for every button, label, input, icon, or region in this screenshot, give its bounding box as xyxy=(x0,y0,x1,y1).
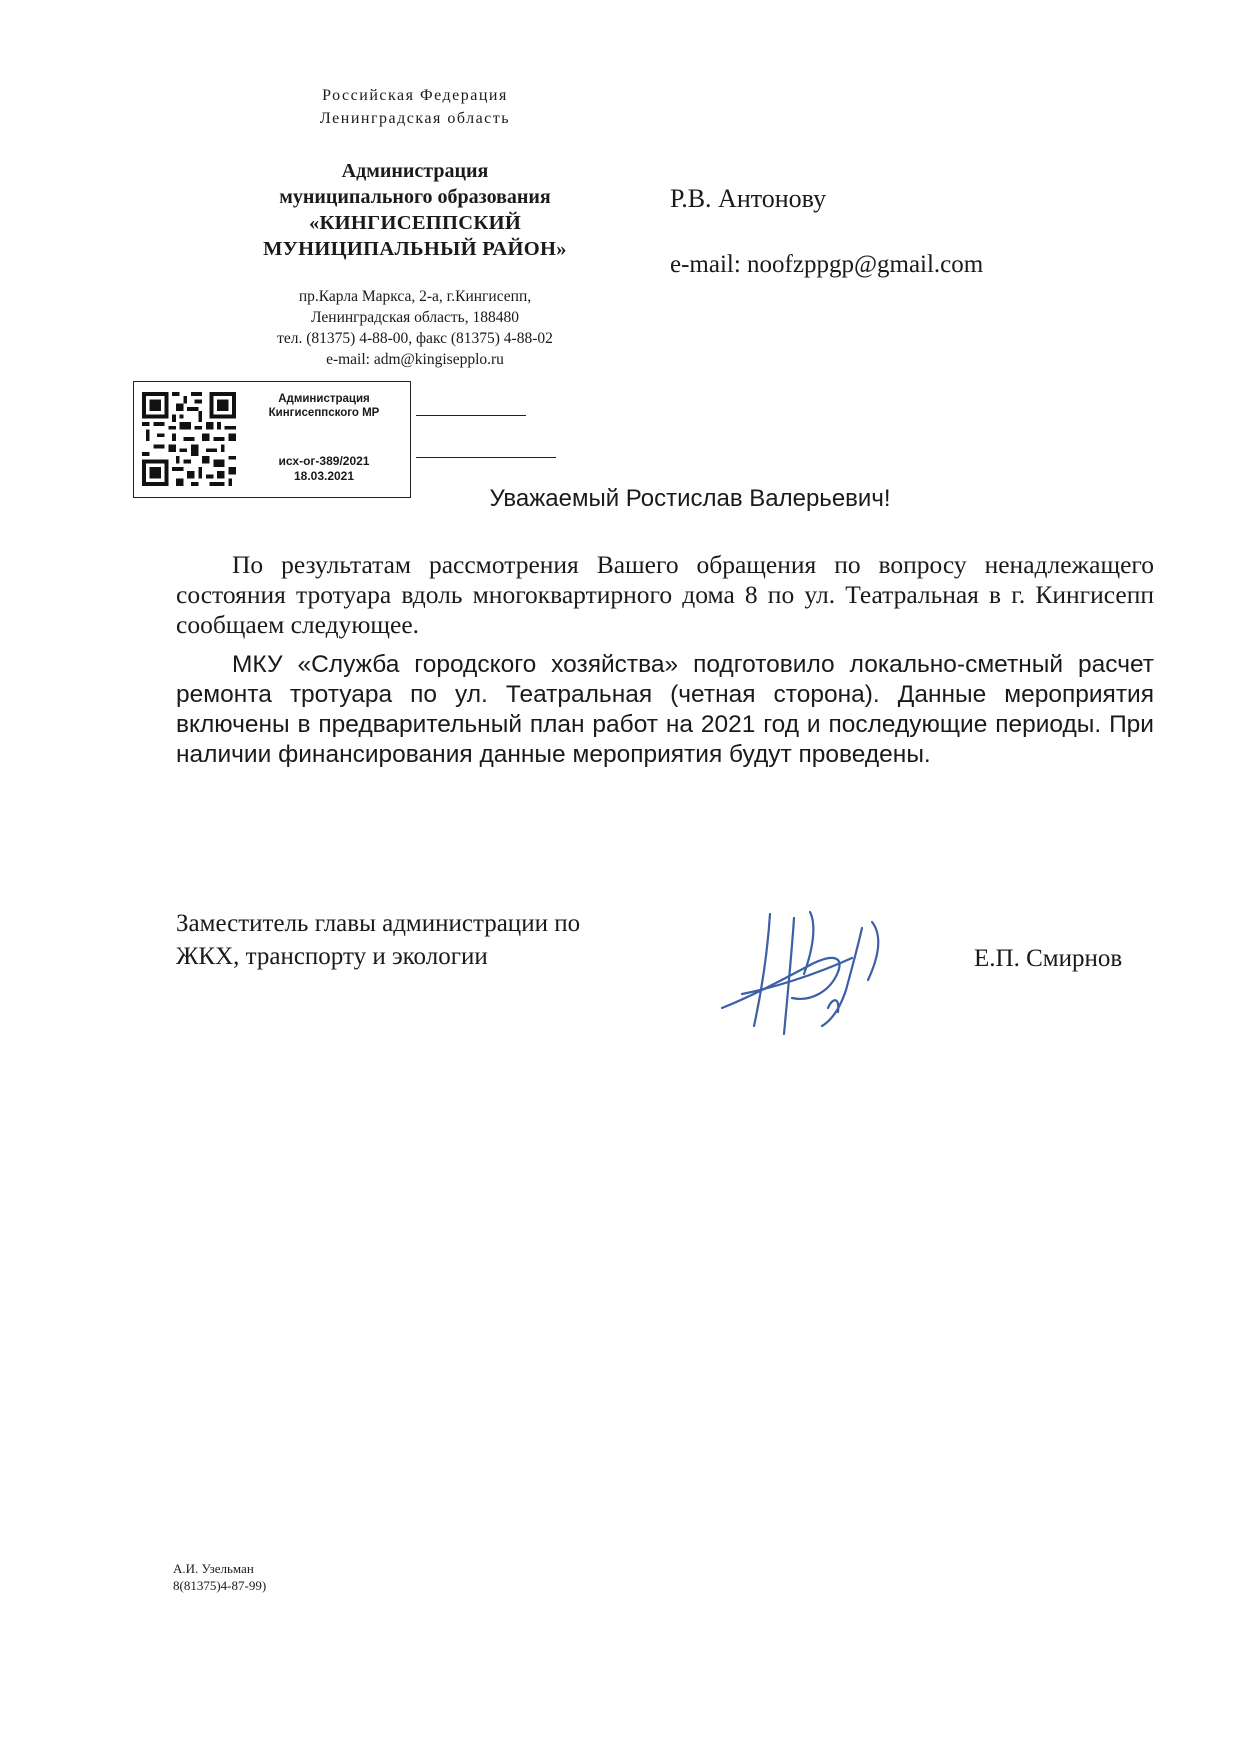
letterhead-organization xyxy=(200,158,630,262)
handwritten-signature xyxy=(712,898,912,1038)
phone-fax-line: тел. (81375) 4-88-00, факс (81375) 4-88-02 xyxy=(277,330,553,347)
signer-position xyxy=(176,907,696,973)
executor-info xyxy=(173,1560,266,1594)
registration-date: 18.03.2021 xyxy=(293,469,355,483)
qr-code-icon xyxy=(142,392,236,486)
org-name-line1: Администрация xyxy=(341,160,489,182)
stamp-org-line1: Администрация xyxy=(278,393,370,405)
salutation: Уважаемый Ростислав Валерьевич! xyxy=(489,485,891,512)
registration-number: исх-ог-389/2021 xyxy=(278,454,370,468)
letter-body xyxy=(176,550,1154,780)
registration-stamp xyxy=(133,381,411,498)
letterhead-contacts xyxy=(230,286,600,370)
org-name-line4: МУНИЦИПАЛЬНЫЙ РАЙОН» xyxy=(263,238,567,260)
body-paragraph-1: По результатам рассмотрения Вашего обращения по вопросу ненадлежащего состояния тротуара вдоль многоквартирного дома 8 по ул. Театральная в г. Кингисепп сообщаем следующее. xyxy=(176,550,1154,639)
stamp-organization xyxy=(246,392,402,420)
org-name-line3: «КИНГИСЕППСКИЙ xyxy=(308,212,522,234)
signer-position-line1: Заместитель главы администрации по xyxy=(176,910,581,937)
addressee-email: e-mail: noofzppgp@gmail.com xyxy=(670,251,984,278)
address-line1: пр.Карла Маркса, 2-а, г.Кингисепп, xyxy=(298,288,532,305)
region-label: Ленинградская область xyxy=(319,110,511,127)
address-line2: Ленинградская область, 188480 xyxy=(311,309,519,326)
org-email-line: e-mail: adm@kingisepplo.ru xyxy=(326,351,504,368)
signer-position-line2: ЖКХ, транспорту и экологии xyxy=(176,943,488,970)
body-paragraph-2: МКУ «Служба городского хозяйства» подготовило локально-сметный расчет ремонта тротуара по ул. Театральная (четная сторона). Данные мероприятия включены в предварительный план работ на 2021 год и последующие периоды. При наличии финансирования данные мероприятия будут проведены. xyxy=(176,651,1154,768)
stamp-org-line2: Кингисеппского МР xyxy=(268,407,380,419)
letterhead-country-region xyxy=(230,84,600,130)
executor-phone: 8(81375)4-87-99) xyxy=(173,1578,267,1593)
org-name-line2: муниципального образования xyxy=(279,186,551,208)
signer-name: Е.П. Смирнов xyxy=(974,945,1123,972)
blank-field-line-1 xyxy=(416,415,526,416)
addressee-name: Р.В. Антонову xyxy=(670,184,827,213)
stamp-registration xyxy=(246,454,402,484)
country-label: Российская Федерация xyxy=(322,87,508,104)
blank-field-line-2 xyxy=(416,457,556,458)
executor-name: А.И. Узельман xyxy=(173,1561,254,1576)
